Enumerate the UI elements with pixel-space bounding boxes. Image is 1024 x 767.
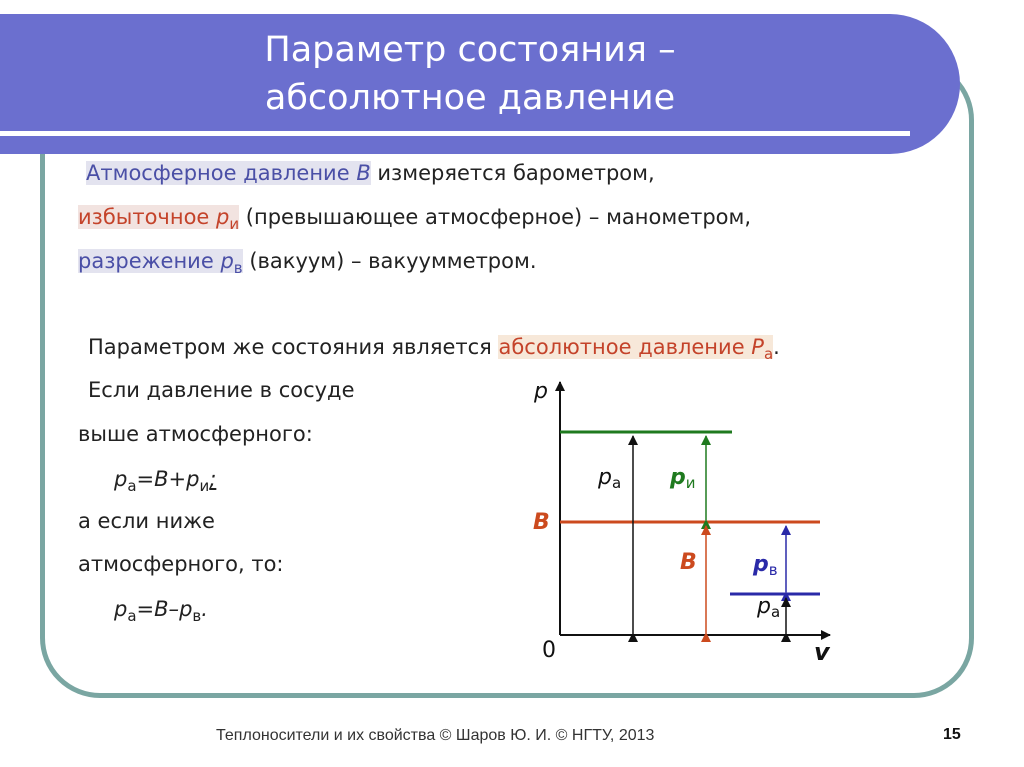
term-atmospheric: Атмосферное давление B	[86, 161, 371, 185]
label-pi: pи	[670, 465, 696, 492]
term-vacuum: разрежение $p_в$	[78, 249, 243, 278]
label-b-mid: B	[680, 550, 697, 575]
title-line-2: абсолютное давление	[264, 78, 676, 118]
slide-title	[0, 26, 940, 122]
body-line-1: Атмосферное давление B измеряется барометром,	[86, 161, 655, 185]
y-axis-label: p	[534, 379, 548, 404]
body-line-4: Параметром же состояния является абсолютное давление $P_а$.	[88, 335, 780, 364]
footer-text: Теплоносители и их свойства © Шаров Ю. И. © НГТУ, 2013	[216, 727, 655, 744]
formula-below: $p_а=B-p_в$.	[114, 597, 208, 626]
page-number: 15	[943, 726, 961, 743]
origin-label: 0	[542, 638, 556, 663]
x-axis-label: v	[814, 638, 830, 665]
label-pa-top: pа	[598, 465, 622, 492]
title-underline	[0, 131, 910, 136]
left-text-4: атмосферного, то:	[78, 552, 284, 576]
pressure-diagram	[520, 370, 840, 665]
b-axis-label: B	[533, 510, 550, 535]
term-excess: избыточное $p_и$	[78, 205, 240, 234]
formula-above: $p_а=B+p_и$;	[114, 467, 217, 496]
label-pa-bottom: pа	[757, 594, 781, 621]
body-line-2: избыточное $p_и$ (превышающее атмосферное) – манометром,	[78, 205, 752, 234]
left-text-3: а если ниже	[78, 509, 215, 533]
title-line-1: Параметр состояния –	[264, 30, 676, 70]
left-text-1: Если давление в сосуде	[88, 378, 355, 402]
left-text-2: выше атмосферного:	[78, 422, 313, 446]
label-pv: pв	[753, 552, 778, 579]
term-absolute: абсолютное давление $P_а$	[498, 335, 774, 364]
body-line-3: разрежение $p_в$ (вакуум) – вакуумметром.	[78, 249, 537, 278]
